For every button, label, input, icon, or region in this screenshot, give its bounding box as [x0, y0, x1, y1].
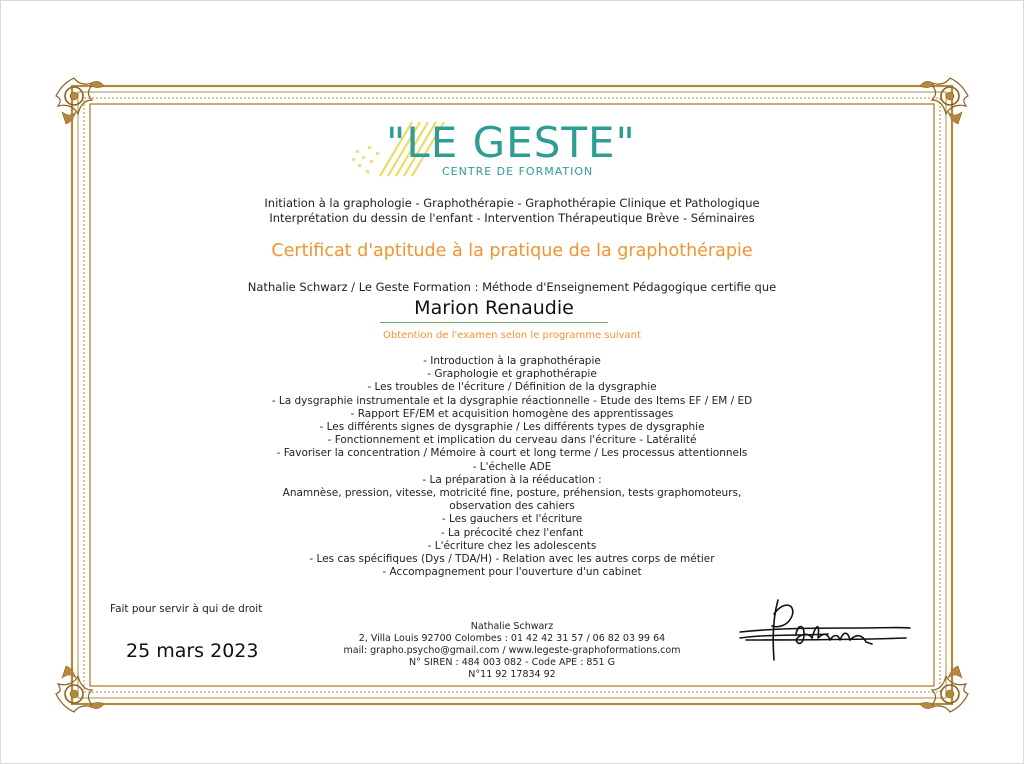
program-item: - La préparation à la rééducation :: [422, 473, 602, 486]
logo-subtitle: CENTRE DE FORMATION: [442, 165, 594, 178]
fait-pour-servir: Fait pour servir à qui de droit: [110, 603, 263, 615]
logo-title: "LE GESTE": [386, 118, 636, 167]
contact-line: N° SIREN : 484 003 082 - Code APE : 851 G: [409, 657, 615, 668]
contact-line: 2, Villa Louis 92700 Colombes : 01 42 42 31 57 / 06 82 03 99 64: [358, 633, 666, 644]
program-item: observation des cahiers: [449, 500, 575, 513]
issue-date: 25 mars 2023: [126, 640, 259, 662]
program-item: - Les gauchers et l'écriture: [441, 513, 583, 526]
signature: [738, 594, 914, 666]
program-item: - Les cas spécifiques (Dys / TDA/H) - Relation avec les autres corps de métier: [309, 553, 715, 566]
contact-line: N°11 92 17834 92: [468, 669, 556, 680]
contact-line: Nathalie Schwarz: [470, 621, 554, 632]
program-item: - La dysgraphie instrumentale et la dysgraphie réactionnelle - Etude des Items EF / EM / ED: [271, 394, 753, 407]
discipline-line: Interprétation du dessin de l'enfant - Intervention Thérapeutique Brève - Séminaires: [269, 211, 755, 225]
disciplines: [0, 196, 1024, 226]
program-item: - Accompagnement pour l'ouverture d'un cabinet: [382, 566, 642, 579]
program-item: - Introduction à la graphothérapie: [423, 355, 601, 367]
program-item: - L'écriture chez les adolescents: [427, 539, 597, 552]
program-item: - Graphologie et graphothérapie: [427, 368, 597, 381]
obtention-line: Obtention de l'examen selon le programme suivant: [383, 330, 641, 341]
program-item: - Les différents signes de dysgraphie / Les différents types de dysgraphie: [319, 421, 705, 434]
program-item: - L'échelle ADE: [472, 460, 552, 473]
logo: [350, 110, 670, 190]
program-item: - Favoriser la concentration / Mémoire à court et long terme / Les processus attentionnels: [276, 447, 748, 460]
program-item: - Fonctionnement et implication du cerveau dans l'écriture - Latéralité: [327, 434, 697, 447]
program-item: - Les troubles de l'écriture / Définition de la dysgraphie: [367, 381, 657, 394]
recipient-name: Marion Renaudie: [380, 297, 608, 323]
certificate-title: Certificat d'aptitude à la pratique de la graphothérapie: [271, 241, 753, 261]
program-list: [0, 355, 1024, 579]
program-item: - Rapport EF/EM et acquisition homogène des apprentissages: [350, 407, 674, 420]
certifier-line: Nathalie Schwarz / Le Geste Formation : Méthode d'Enseignement Pédagogique certifie que: [247, 280, 777, 294]
program-item: - La précocité chez l'enfant: [440, 526, 584, 539]
program-item: Anamnèse, pression, vitesse, motricité fine, posture, préhension, tests graphomoteurs,: [282, 487, 742, 500]
contact-line: mail: grapho.psycho@gmail.com / www.legeste-graphoformations.com: [343, 645, 681, 656]
discipline-line: Initiation à la graphologie - Graphothérapie - Graphothérapie Clinique et Pathologique: [264, 196, 760, 210]
